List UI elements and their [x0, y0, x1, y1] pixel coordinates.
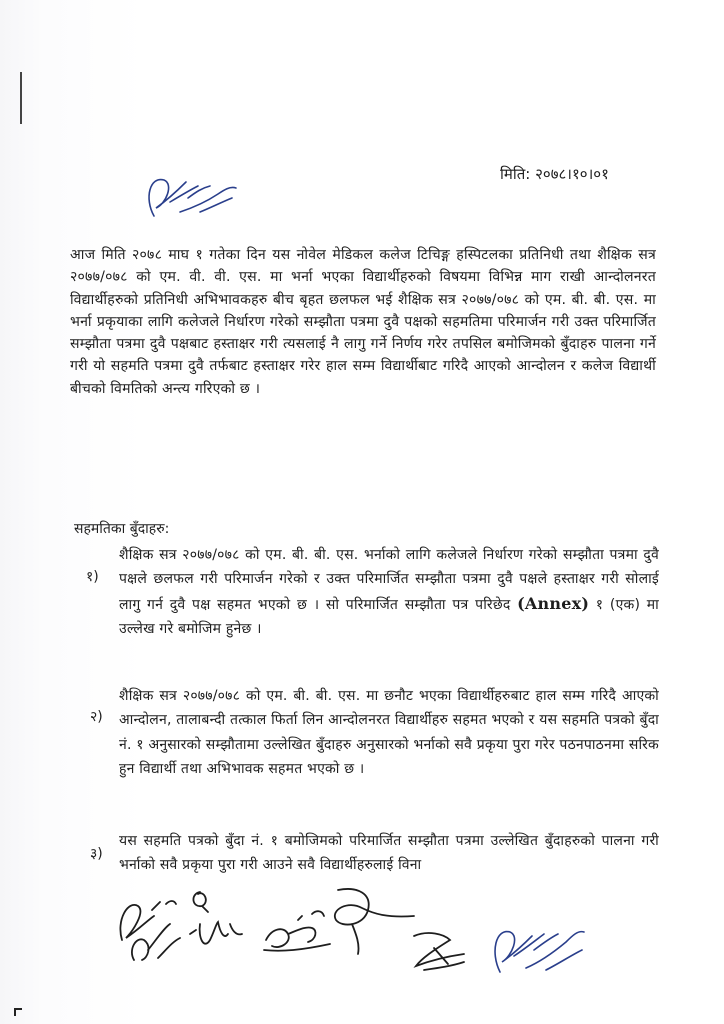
point-number: २) [90, 709, 103, 725]
document-date: मिति: २०७८।१०।०१ [500, 165, 609, 183]
corner-mark [14, 1008, 22, 1016]
annex-label: (Annex) [517, 593, 590, 613]
signature-6 [486, 892, 596, 982]
margin-pen-mark [20, 72, 22, 124]
point-text: शैक्षिक सत्र २०७७/०७८ को एम. बी. बी. एस. मा छनौट भएका विद्यार्थीहरुबाट हाल सम्म गरिदै आएको आन्दोलन, तालाबन्दी तत्काल फिर्ता लिन आन्दोलनरत विद्यार्थीहरु सहमत भएको र यस सहमति पत्रको बुँदा नं. १ अनुसारको सम्झौतामा उल्लेखित बुँदाहरु अनुसारको भर्नाको सवै प्रकृया पुरा गरेर पठनपाठनमा सरिक हुन विद्यार्थी तथा अभिभावक सहमत भएको छ । [119, 688, 659, 778]
signature-2 [180, 884, 250, 964]
point-text [119, 543, 659, 642]
intro-paragraph: आज मिति २०७८ माघ १ गतेका दिन यस नोवेल मेडिकल कलेज टिचिङ्ग हस्पिटलका प्रतिनिधी तथा शैक्षिक सत्र २०७७/०७८ को एम. वी. वी. एस. मा भर्ना भएका विद्यार्थीहरुको विषयमा विभिन्न माग राखी आन्दोलनरत विद्यार्थीहरुको प्रतिनिधी अभिभावकहरु बीच बृहत छलफल भई शैक्षिक सत्र २०७७/०७८ को एम. बी. बी. एस. मा भर्ना प्रकृयाका लागि कलेजले निर्धारण गरेको सम्झौता पत्रमा दुवै पक्षको सहमतिमा परिमार्जन गरी उक्त परिमार्जित सम्झौता पत्रमा दुवै पक्षबाट हस्ताक्षर गरी त्यसलाई नै लागु गर्ने निर्णय गरेर तपसिल बमोजिमको बुँदाहरु पालना गर्ने गरी यो सहमति पत्रमा दुवै तर्फबाट हस्ताक्षर गरेर हाल सम्म विद्यार्थीबाट गरिदै आएको आन्दोलन र कलेज विद्यार्थी बीचको विमतिको अन्त्य गरिएको छ । [70, 247, 656, 397]
point-number: १) [86, 569, 99, 585]
point-number: ३) [90, 846, 103, 862]
top-signature [140, 168, 248, 224]
points-heading: सहमतिका बुँदाहरु: [74, 521, 170, 537]
signature-5 [404, 920, 474, 980]
signature-4 [318, 880, 418, 960]
point-text-part: शैक्षिक सत्र २०७७/०७८ को एम. बी. बी. एस. भर्नाको लागि कलेजले निर्धारण गरेको सम्झौता पत्रमा दुवै पक्षले छलफल गरी परिमार्जन गरेको र उक्त परिमार्जित सम्झौता पत्रमा दुवै पक्षले हस्ताक्षर गरी सोलाई लागु गर्न दुवै पक्ष सहमत भएको छ । सो परिमार्जित सम्झौता पत्र परिछेद [119, 547, 659, 613]
point-text-part: १ (एक) मा उल्लेख गरे बमोजिम हुनेछ । [119, 596, 659, 638]
point-text: यस सहमति पत्रको बुँदा नं. १ बमोजिमको परिमार्जित सम्झौता पत्रमा उल्लेखित बुँदाहरुको पालना गरी भर्नाको सवै प्रकृया पुरा गरी आउने सवै विद्यार्थीहरुलाई विना [119, 833, 659, 874]
